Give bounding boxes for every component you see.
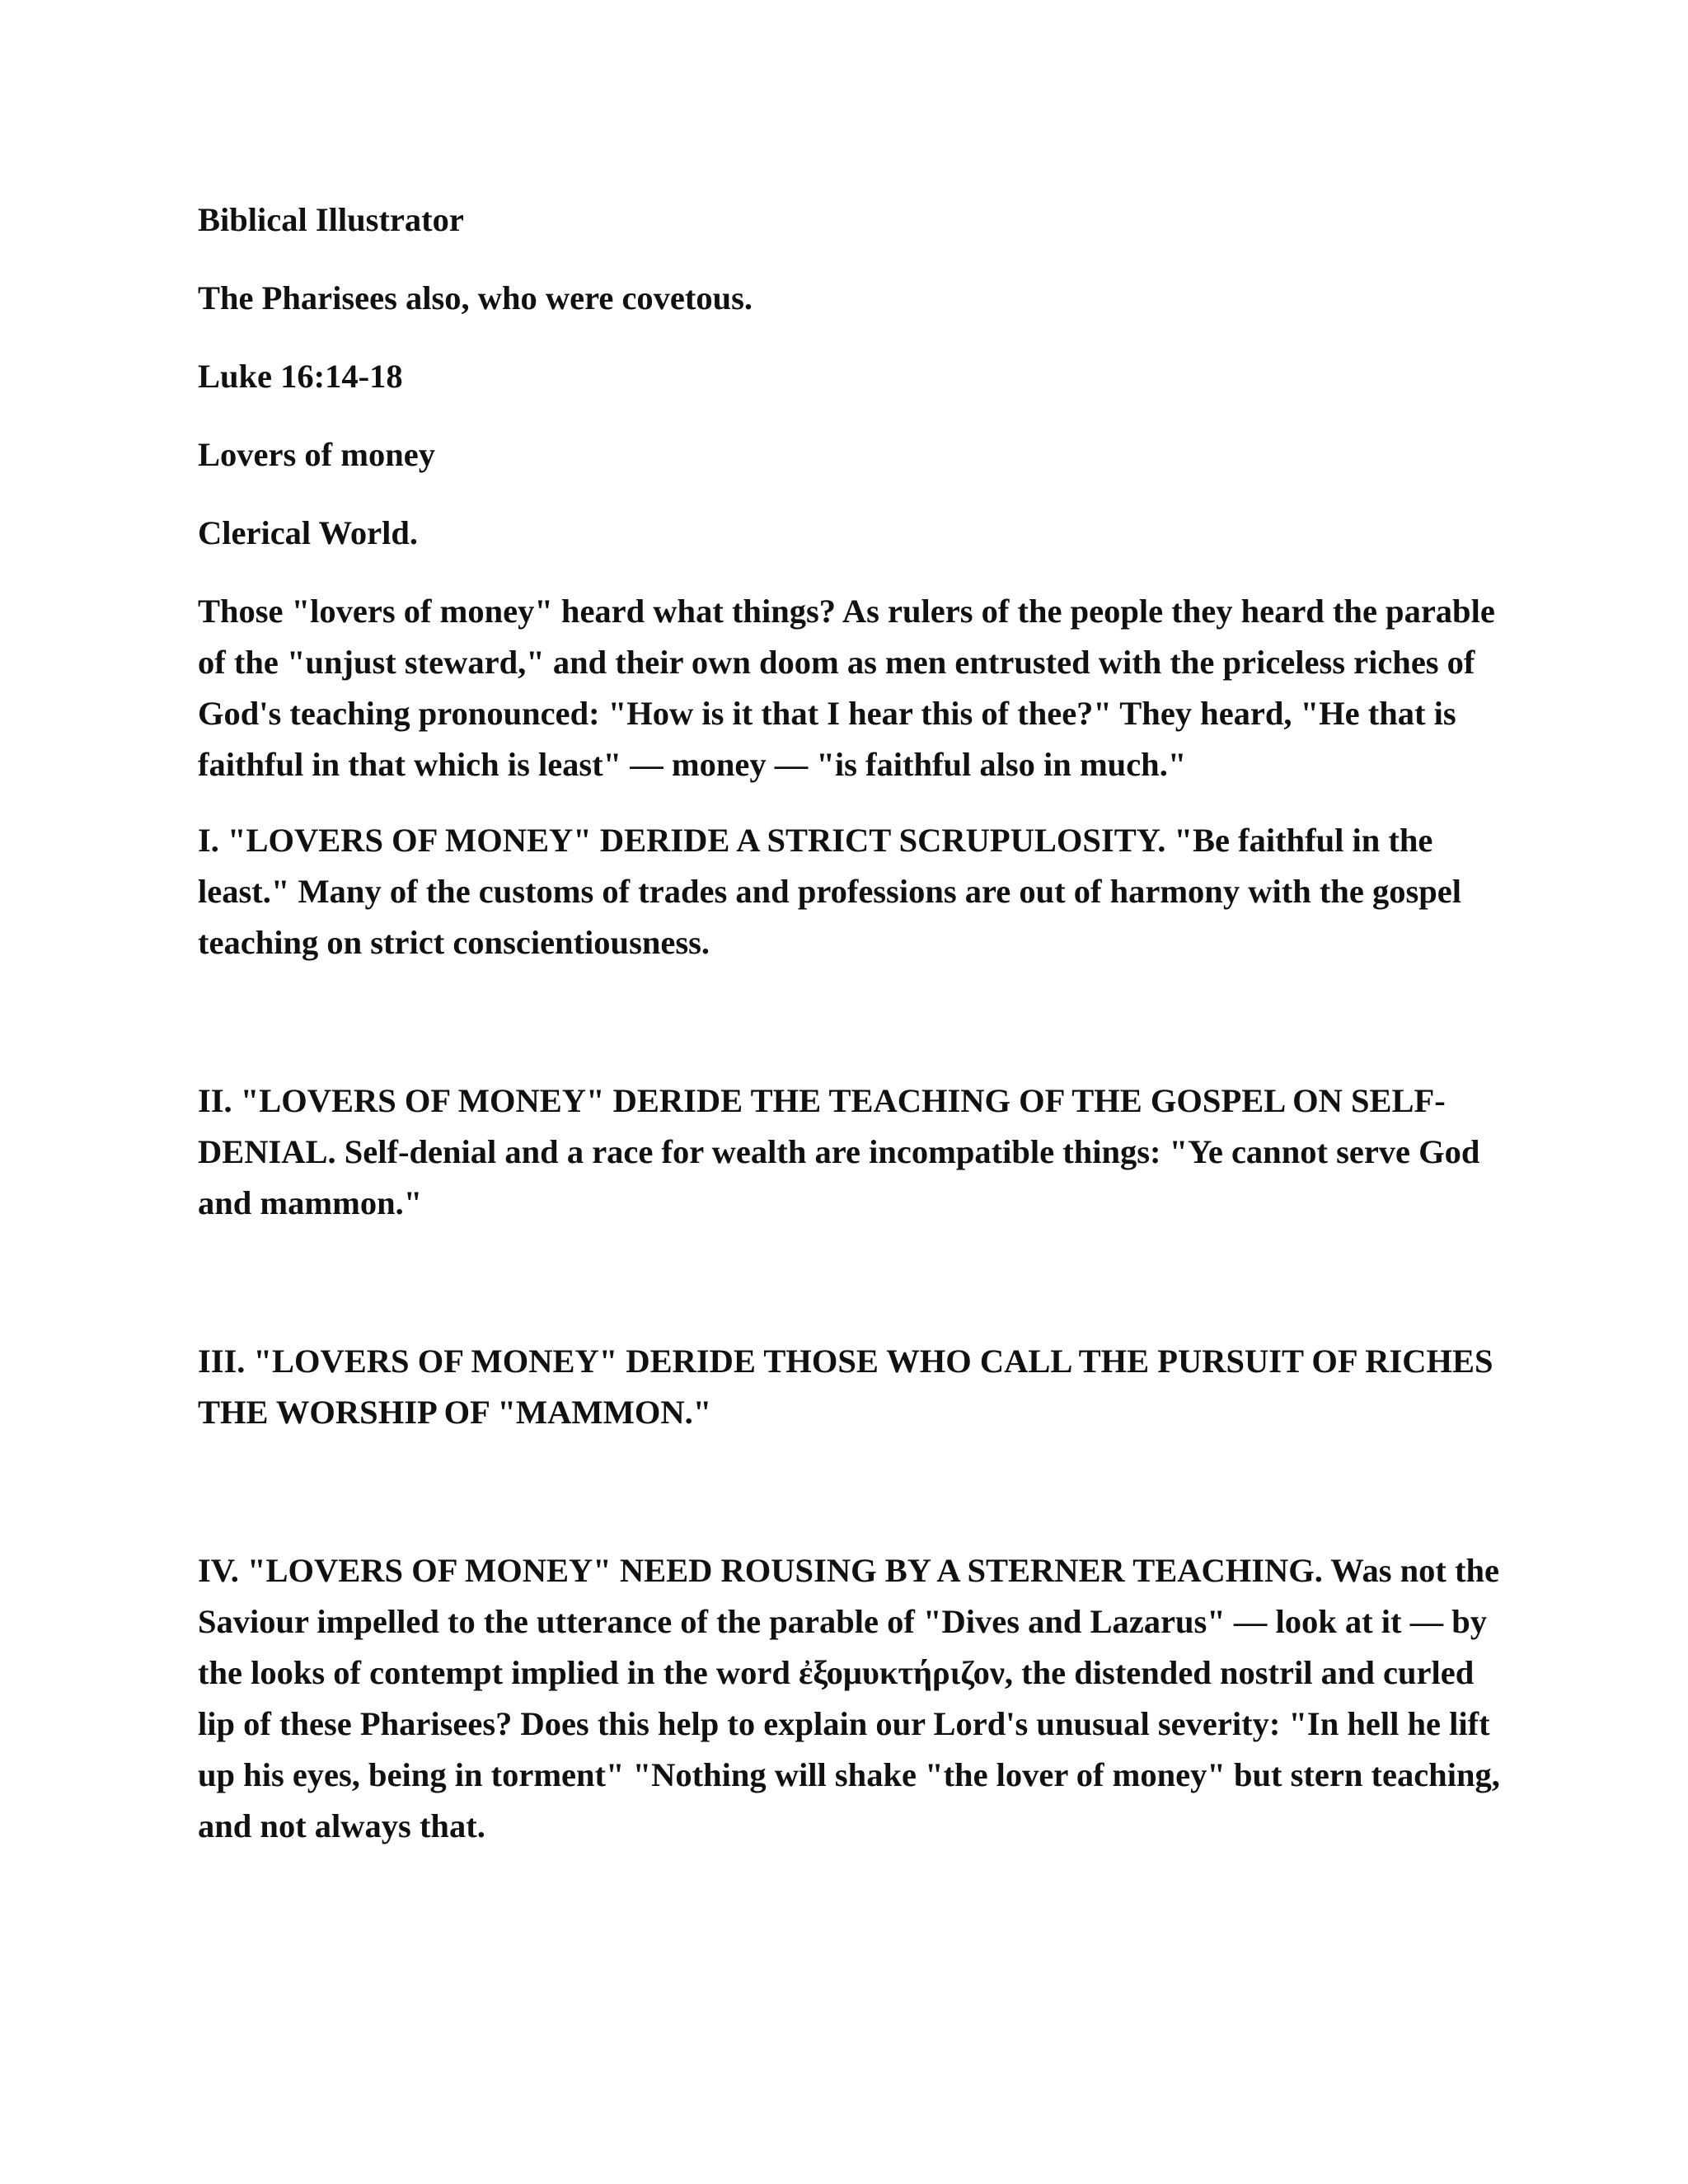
source-attribution: Clerical World. bbox=[198, 514, 418, 551]
document-body bbox=[198, 194, 1500, 1852]
section-heading: Lovers of money bbox=[198, 436, 435, 473]
point-paragraph-1: I. "LOVERS OF MONEY" DERIDE A STRICT SCRUPULOSITY. "Be faithful in the least." Many of the customs of trades and professions are out of harmony with the gospel teaching on strict conscientiousness. bbox=[198, 822, 1461, 961]
document-subtitle: The Pharisees also, who were covetous. bbox=[198, 279, 753, 316]
point-paragraph-3: III. "LOVERS OF MONEY" DERIDE THOSE WHO CALL THE PURSUIT OF RICHES THE WORSHIP OF "MAMMON." bbox=[198, 1343, 1493, 1431]
scripture-reference: Luke 16:14-18 bbox=[198, 358, 403, 395]
point-paragraph-2: II. "LOVERS OF MONEY" DERIDE THE TEACHING OF THE GOSPEL ON SELF-DENIAL. Self-denial and a race for wealth are incompatible things: "Ye cannot serve God and mammon." bbox=[198, 1082, 1480, 1221]
document-title: Biblical Illustrator bbox=[198, 201, 464, 238]
intro-paragraph: Those "lovers of money" heard what things? As rulers of the people they heard the parable of the "unjust steward," and their own doom as men entrusted with the priceless riches of God's teaching pronounced: "How is it that I hear this of thee?" They heard, "He that is faithful in that which is least" — money — "is faithful also in much." bbox=[198, 593, 1495, 783]
point-paragraph-4: IV. "LOVERS OF MONEY" NEED ROUSING BY A STERNER TEACHING. Was not the Saviour impelled to the utterance of the parable of "Dives and Lazarus" — look at it — by the looks of contempt implied in the word ἐξομυκτήριζον, the distended nostril and curled lip of these Pharisees? Does this help to explain our Lord's unusual severity: "In hell he lift up his eyes, being in torment" "Nothing will shake "the lover of money" but stern teaching, and not always that. bbox=[198, 1552, 1500, 1844]
